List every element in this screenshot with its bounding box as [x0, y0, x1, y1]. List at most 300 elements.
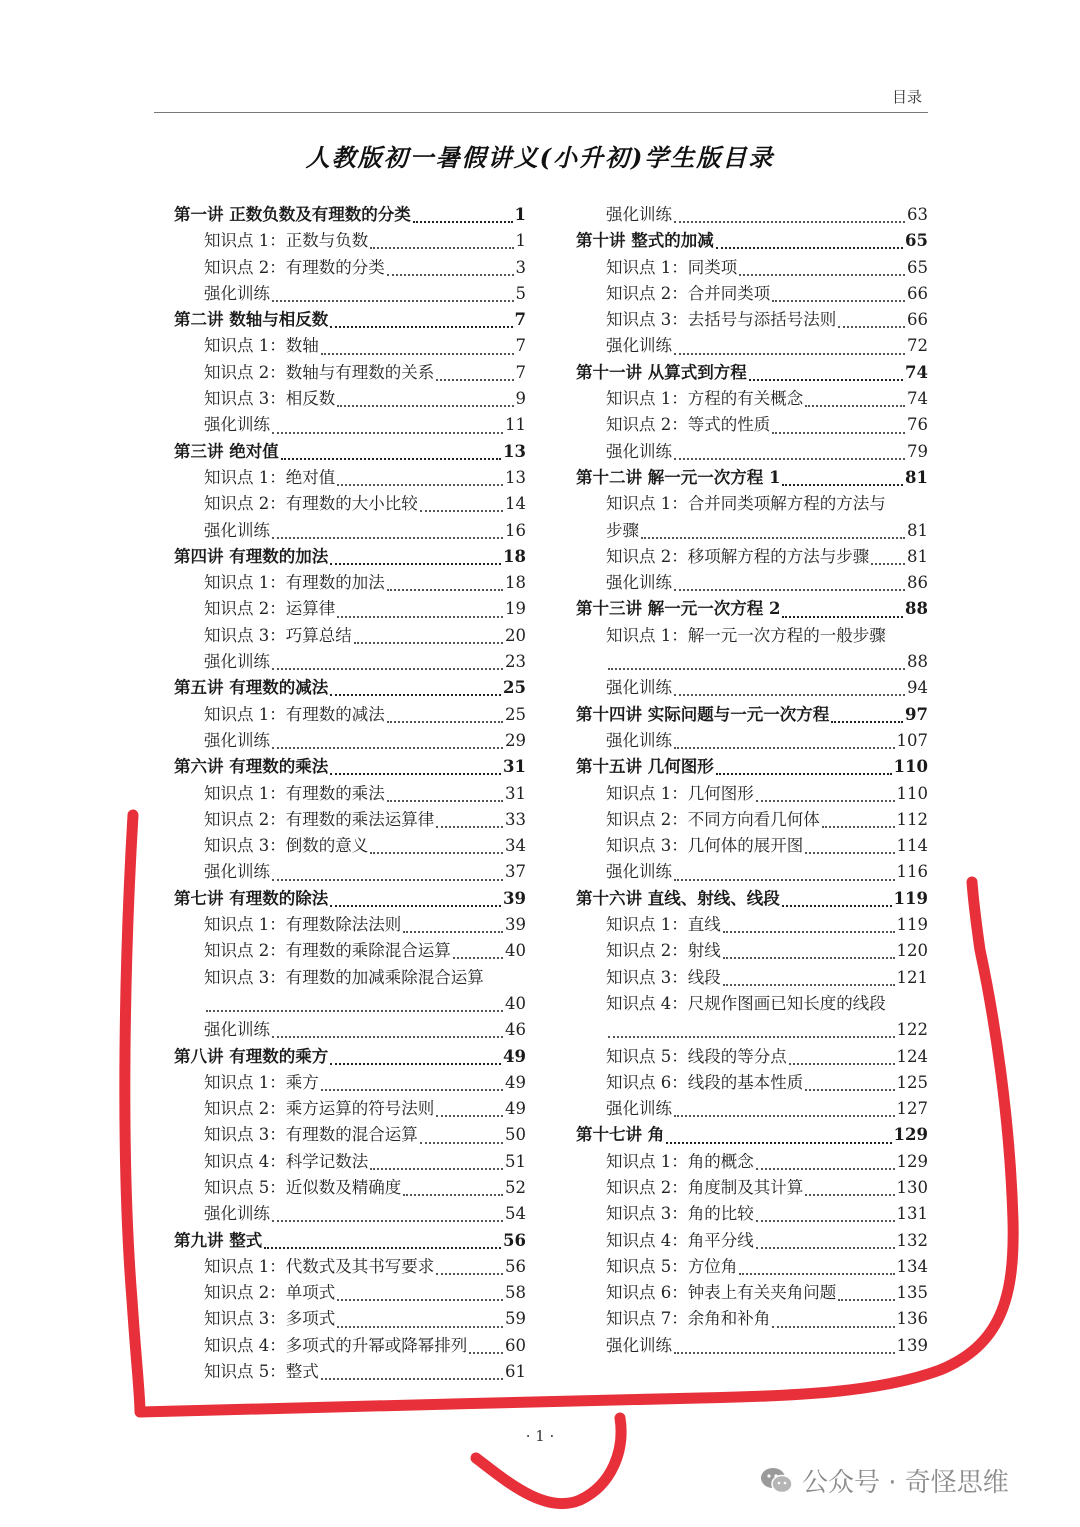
toc-chapter-entry: [174, 1228, 526, 1254]
toc-subentry: [174, 1306, 526, 1332]
toc-page-number: 5: [515, 283, 526, 303]
toc-page-number: 135: [896, 1283, 928, 1303]
toc-entry-label: 知识点 1：有理数的减法: [204, 704, 385, 724]
toc-page-number: 119: [896, 915, 928, 935]
toc-page-number: 7: [515, 362, 526, 382]
dot-leader: [838, 1299, 894, 1301]
toc-page-number: 1: [514, 205, 526, 224]
toc-page-number: 7: [514, 310, 526, 330]
toc-entry-label: 知识点 3：几何体的展开图: [606, 836, 804, 856]
toc-page-number: 66: [907, 310, 928, 330]
toc-page-number: 139: [896, 1335, 928, 1355]
toc-page-number: 65: [907, 257, 928, 277]
toc-subentry: [576, 518, 928, 544]
toc-page-number: 125: [896, 1072, 928, 1092]
dot-leader: [453, 957, 503, 959]
toc-entry-label: 知识点 3：倒数的意义: [204, 836, 369, 856]
toc-page-number: 39: [503, 888, 526, 908]
toc-page-number: 20: [505, 625, 526, 645]
dot-leader: [330, 1063, 501, 1065]
dot-leader: [354, 642, 503, 644]
watermark: [760, 1462, 1009, 1499]
dot-leader: [805, 405, 905, 407]
toc-entry-label: 强化训练: [204, 862, 270, 882]
dot-leader: [772, 1326, 894, 1328]
toc-page-number: 56: [503, 1230, 526, 1250]
toc-entry-label: 知识点 3：有理数的混合运算: [204, 1125, 418, 1145]
toc-entry-label: 强化训练: [204, 415, 270, 435]
dot-leader: [674, 1352, 895, 1354]
toc-subentry: [174, 649, 526, 675]
toc-entry-label: 强化训练: [204, 283, 270, 303]
toc-chapter-entry: [576, 596, 928, 622]
wechat-icon: [760, 1466, 794, 1496]
toc-page-number: 3: [515, 257, 526, 277]
toc-subentry: [174, 1070, 526, 1096]
dot-leader: [756, 1220, 895, 1222]
toc-entry-label: 强化训练: [204, 1204, 270, 1224]
toc-entry-label: 知识点 1：直线: [606, 915, 721, 935]
toc-chapter-entry: [174, 307, 526, 333]
toc-entry-label: 知识点 4：角平分线: [606, 1230, 754, 1250]
toc-subentry: [174, 781, 526, 807]
toc-subentry: [576, 255, 928, 281]
dot-leader: [723, 957, 895, 959]
dot-leader: [674, 353, 905, 355]
toc-page-number: 51: [505, 1151, 526, 1171]
toc-page-number: 59: [505, 1309, 526, 1329]
dot-leader: [782, 484, 903, 486]
toc-entry-label: 知识点 4：尺规作图画已知长度的线段: [606, 993, 886, 1013]
toc-page-number: 88: [907, 652, 928, 672]
toc-subentry: [576, 412, 928, 438]
toc-entry-label: 第七讲 有理数的除法: [174, 888, 329, 908]
toc-subentry: [174, 833, 526, 859]
toc-page-number: 63: [907, 205, 928, 224]
toc-page-number: 130: [896, 1177, 928, 1197]
dot-leader: [272, 300, 514, 302]
toc-page-number: 61: [505, 1362, 526, 1382]
toc-entry-label: 知识点 1：有理数的乘法: [204, 783, 385, 803]
toc-page-number: 33: [505, 809, 526, 829]
dot-leader: [272, 432, 503, 434]
toc-chapter-entry: [174, 202, 526, 228]
dot-leader: [772, 432, 905, 434]
toc-page-number: 74: [907, 389, 928, 409]
dot-leader: [666, 1142, 891, 1144]
toc-subentry: [174, 859, 526, 885]
toc-entry-label: 知识点 3：去括号与添括号法则: [606, 310, 837, 330]
toc-subentry: [576, 965, 928, 991]
toc-page-number: 74: [905, 362, 928, 382]
dot-leader: [674, 879, 895, 881]
toc-entry-label: 第十三讲 解一元一次方程 2: [576, 599, 781, 619]
toc-page-number: 86: [907, 573, 928, 593]
dot-leader: [822, 826, 895, 828]
toc-page-number: 56: [505, 1256, 526, 1276]
toc-subentry: [174, 991, 526, 1017]
toc-entry-label: 知识点 4：科学记数法: [204, 1151, 369, 1171]
dot-leader: [337, 484, 503, 486]
dot-leader: [756, 800, 895, 802]
toc-page-number: 97: [905, 704, 928, 724]
toc-page-number: 34: [505, 836, 526, 856]
dot-leader: [756, 1247, 895, 1249]
toc-subentry: [576, 281, 928, 307]
toc-subentry: [174, 1280, 526, 1306]
toc-subentry: [576, 307, 928, 333]
toc-entry-label: 知识点 1：有理数的加法: [204, 573, 385, 593]
toc-chapter-entry: [576, 886, 928, 912]
dot-leader: [723, 931, 895, 933]
toc-entry-label: 知识点 5：方位角: [606, 1256, 738, 1276]
toc-entry-label: 第八讲 有理数的乘方: [174, 1046, 329, 1066]
toc-entry-label: 知识点 5：线段的等分点: [606, 1046, 787, 1066]
toc-entry-label: 强化训练: [606, 441, 672, 461]
dot-leader: [739, 1273, 894, 1275]
toc-subentry: [576, 1017, 928, 1043]
toc-subentry: [576, 938, 928, 964]
toc-chapter-entry: [576, 228, 928, 254]
toc-subentry: [576, 439, 928, 465]
toc-page-number: 25: [503, 678, 526, 698]
toc-subentry: [174, 1096, 526, 1122]
toc-subentry: [576, 1070, 928, 1096]
dot-leader: [206, 1010, 503, 1012]
toc-subentry: [576, 728, 928, 754]
toc-page-number: 16: [505, 520, 526, 540]
toc-page-number: 37: [505, 862, 526, 882]
dot-leader: [403, 1194, 503, 1196]
running-header: 目录: [891, 88, 922, 106]
toc-entry-label: 知识点 1：方程的有关概念: [606, 389, 804, 409]
toc-entry-label: 知识点 2：数轴与有理数的关系: [204, 362, 435, 382]
dot-leader: [838, 326, 905, 328]
toc-subentry: [576, 1044, 928, 1070]
toc-subentry: [576, 1175, 928, 1201]
dot-leader: [739, 274, 905, 276]
toc-page-number: 39: [505, 915, 526, 935]
toc-page-number: 81: [907, 520, 928, 540]
toc-chapter-entry: [576, 360, 928, 386]
toc-subentry: [174, 255, 526, 281]
toc-entry-label: 第四讲 有理数的加法: [174, 546, 329, 566]
toc-entry-label: 强化训练: [606, 573, 672, 593]
toc-page-number: 18: [503, 546, 526, 566]
toc-chapter-entry: [576, 465, 928, 491]
toc-page-number: 119: [893, 888, 928, 908]
toc-entry-label: 知识点 3：有理数的加减乘除混合运算: [204, 967, 484, 987]
toc-page-number: 131: [896, 1204, 928, 1224]
toc-entry-label: 知识点 2：等式的性质: [606, 415, 771, 435]
toc-subentry: [174, 570, 526, 596]
toc-subentry: [174, 938, 526, 964]
toc-entry-label: 知识点 6：线段的基本性质: [606, 1072, 804, 1092]
toc-page-number: 76: [907, 415, 928, 435]
toc-chapter-entry: [174, 754, 526, 780]
toc-page-number: 122: [896, 1020, 928, 1040]
toc-entry-label: 第二讲 数轴与相反数: [174, 310, 329, 330]
dot-leader: [413, 221, 513, 223]
toc-subentry: [174, 228, 526, 254]
dot-leader: [337, 1326, 503, 1328]
dot-leader: [387, 800, 503, 802]
dot-leader: [782, 616, 903, 618]
toc-entry-label: 知识点 7：余角和补角: [606, 1309, 771, 1329]
dot-leader: [321, 1089, 503, 1091]
toc-page-number: 121: [896, 967, 928, 987]
dot-leader: [330, 563, 501, 565]
dot-leader: [387, 274, 514, 276]
toc-entry-label: 知识点 1：绝对值: [204, 467, 336, 487]
toc-page-number: 49: [503, 1046, 526, 1066]
toc-page-number: 50: [505, 1125, 526, 1145]
toc-entry-label: 第三讲 绝对值: [174, 441, 279, 461]
toc-subentry: [174, 596, 526, 622]
toc-subentry: [576, 386, 928, 412]
toc-chapter-entry: [576, 754, 928, 780]
toc-page-number: 7: [515, 336, 526, 356]
toc-entry-label: 知识点 1：有理数除法法则: [204, 915, 402, 935]
toc-entry-label: 知识点 1：合并同类项解方程的方法与: [606, 494, 886, 514]
toc-page-number: 129: [896, 1151, 928, 1171]
toc-subentry: [174, 1017, 526, 1043]
dot-leader: [321, 353, 514, 355]
toc-entry-label: 强化训练: [606, 336, 672, 356]
toc-page-number: 116: [896, 862, 928, 882]
toc-page-number: 66: [907, 283, 928, 303]
toc-page-number: 124: [896, 1046, 928, 1066]
toc-entry-label: 步骤: [606, 520, 639, 540]
toc-subentry: [174, 333, 526, 359]
toc-page-number: 46: [505, 1020, 526, 1040]
toc-subentry: [576, 991, 928, 1017]
toc-page-number: 60: [505, 1335, 526, 1355]
toc-entry-label: 知识点 4：多项式的升幂或降幂排列: [204, 1335, 468, 1355]
toc-page-number: 25: [505, 704, 526, 724]
dot-leader: [330, 326, 512, 328]
dot-leader: [436, 1115, 503, 1117]
toc-entry-label: 知识点 1：数轴: [204, 336, 319, 356]
dot-leader: [608, 668, 905, 670]
toc-subentry: [576, 1228, 928, 1254]
toc-entry-label: 强化训练: [606, 678, 672, 698]
toc-page-number: 9: [515, 389, 526, 409]
toc-page-number: 29: [505, 730, 526, 750]
toc-page-number: 94: [907, 678, 928, 698]
toc-entry-label: 知识点 2：有理数的乘法运算律: [204, 809, 435, 829]
toc-page-number: 81: [907, 546, 928, 566]
toc-subentry: [576, 333, 928, 359]
toc-subentry: [174, 1122, 526, 1148]
toc-subentry: [174, 912, 526, 938]
dot-leader: [330, 694, 501, 696]
toc-subentry: [174, 281, 526, 307]
toc-page-number: 18: [505, 573, 526, 593]
dot-leader: [772, 300, 905, 302]
dot-leader: [330, 905, 501, 907]
dot-leader: [387, 589, 503, 591]
toc-subentry: [174, 1333, 526, 1359]
toc-entry-label: 第十四讲 实际问题与一元一次方程: [576, 704, 830, 724]
toc-chapter-entry: [576, 702, 928, 728]
toc-entry-label: 知识点 1：正数与负数: [204, 231, 369, 251]
toc-entry-label: 知识点 2：有理数的乘除混合运算: [204, 941, 451, 961]
toc-page-number: 49: [505, 1099, 526, 1119]
toc-entry-label: 知识点 2：不同方向看几何体: [606, 809, 820, 829]
toc-subentry: [174, 360, 526, 386]
toc-entry-label: 第十讲 整式的加减: [576, 231, 714, 251]
toc-chapter-entry: [576, 1122, 928, 1148]
toc-entry-label: 强化训练: [606, 1099, 672, 1119]
toc-page-number: 112: [896, 809, 928, 829]
toc-page-number: 19: [505, 599, 526, 619]
toc-page-number: 58: [505, 1283, 526, 1303]
toc-page-number: 127: [896, 1099, 928, 1119]
toc-entry-label: 第十五讲 几何图形: [576, 757, 714, 777]
toc-chapter-entry: [174, 886, 526, 912]
toc-page-number: 132: [896, 1230, 928, 1250]
toc-subentry: [576, 807, 928, 833]
toc-entry-label: 知识点 1：代数式及其书写要求: [204, 1256, 435, 1276]
toc-subentry: [576, 912, 928, 938]
toc-page-number: 129: [893, 1125, 928, 1145]
dot-leader: [272, 537, 503, 539]
toc-entry-label: 知识点 2：有理数的大小比较: [204, 494, 418, 514]
toc-page-number: 114: [896, 836, 928, 856]
toc-subentry: [174, 965, 526, 991]
toc-page-number: 40: [505, 941, 526, 961]
dot-leader: [337, 616, 503, 618]
dot-leader: [805, 852, 894, 854]
toc-page-number: 107: [896, 730, 928, 750]
toc-entry-label: 强化训练: [606, 862, 672, 882]
toc-subentry: [174, 1254, 526, 1280]
toc-entry-label: 知识点 1：解一元一次方程的一般步骤: [606, 625, 886, 645]
toc-page-number: 13: [503, 441, 526, 461]
toc-page-number: 72: [907, 336, 928, 356]
toc-subentry: [576, 859, 928, 885]
toc-entry-label: 第十六讲 直线、射线、线段: [576, 888, 780, 908]
toc-subentry: [174, 807, 526, 833]
toc-entry-label: 知识点 3：相反数: [204, 389, 336, 409]
toc-page-number: 52: [505, 1177, 526, 1197]
dot-leader: [370, 852, 503, 854]
toc-entry-label: 第十一讲 从算式到方程: [576, 362, 747, 382]
toc-entry-label: 强化训练: [204, 730, 270, 750]
toc-page-number: 110: [893, 757, 928, 777]
toc-page-number: 1: [515, 231, 526, 251]
toc-page-number: 120: [896, 941, 928, 961]
toc-page-number: 79: [907, 441, 928, 461]
dot-leader: [436, 1273, 503, 1275]
toc-subentry: [576, 1333, 928, 1359]
dot-leader: [674, 1115, 895, 1117]
toc-entry-label: 知识点 2：移项解方程的方法与步骤: [606, 546, 870, 566]
dot-leader: [674, 221, 905, 223]
dot-leader: [871, 563, 905, 565]
toc-subentry: [576, 623, 928, 649]
toc-chapter-entry: [174, 544, 526, 570]
toc-entry-label: 知识点 1：乘方: [204, 1072, 319, 1092]
toc-subentry: [576, 781, 928, 807]
toc-entry-label: 第十二讲 解一元一次方程 1: [576, 467, 781, 487]
dot-leader: [420, 510, 503, 512]
toc-subentry: [174, 412, 526, 438]
toc-entry-label: 强化训练: [606, 205, 672, 224]
toc-page-number: 54: [505, 1204, 526, 1224]
toc-subentry: [174, 728, 526, 754]
toc-subentry: [576, 1280, 928, 1306]
toc-entry-label: 强化训练: [204, 520, 270, 540]
toc-left-column: [174, 202, 526, 1385]
page-number: · 1 ·: [525, 1427, 555, 1445]
dot-leader: [272, 747, 503, 749]
dot-leader: [805, 1089, 894, 1091]
toc-entry-label: 知识点 2：单项式: [204, 1283, 336, 1303]
toc-entry-label: 知识点 2：乘方运算的符号法则: [204, 1099, 435, 1119]
dot-leader: [272, 879, 503, 881]
toc-subentry: [576, 1096, 928, 1122]
dot-leader: [330, 773, 501, 775]
toc-page-number: 31: [503, 757, 526, 777]
toc-subentry: [174, 491, 526, 517]
toc-page-number: 49: [505, 1072, 526, 1092]
toc-chapter-entry: [174, 675, 526, 701]
dot-leader: [370, 247, 513, 249]
dot-leader: [674, 694, 905, 696]
toc-subentry: [576, 570, 928, 596]
toc-entry-label: 知识点 5：整式: [204, 1362, 319, 1382]
header-rule: [154, 112, 928, 113]
toc-entry-label: 知识点 6：钟表上有关夹角问题: [606, 1283, 837, 1303]
toc-entry-label: 知识点 3：巧算总结: [204, 625, 352, 645]
dot-leader: [272, 1220, 503, 1222]
dot-leader: [831, 721, 903, 723]
toc-entry-label: 知识点 3：角的比较: [606, 1204, 754, 1224]
dot-leader: [782, 905, 892, 907]
toc-entry-label: 知识点 5：近似数及精确度: [204, 1177, 402, 1197]
dot-leader: [436, 826, 503, 828]
toc-subentry: [576, 491, 928, 517]
toc-entry-label: 第六讲 有理数的乘法: [174, 757, 329, 777]
toc-entry-label: 第九讲 整式: [174, 1230, 263, 1250]
toc-entry-label: 强化训练: [204, 652, 270, 672]
dot-leader: [281, 458, 501, 460]
dot-leader: [749, 379, 903, 381]
toc-entry-label: 第十七讲 角: [576, 1125, 665, 1145]
toc-entry-label: 强化训练: [606, 730, 672, 750]
toc-entry-label: 强化训练: [204, 1020, 270, 1040]
dot-leader: [641, 537, 905, 539]
toc-page-number: 13: [505, 467, 526, 487]
dot-leader: [756, 1168, 895, 1170]
dot-leader: [272, 668, 503, 670]
toc-entry-label: 知识点 1：同类项: [606, 257, 738, 277]
dot-leader: [403, 931, 503, 933]
toc-entry-label: 知识点 2：运算律: [204, 599, 336, 619]
dot-leader: [264, 1247, 501, 1249]
dot-leader: [789, 1063, 895, 1065]
toc-page-number: 110: [896, 783, 928, 803]
dot-leader: [370, 1168, 503, 1170]
toc-page-number: 81: [905, 467, 928, 487]
toc-page-number: 23: [505, 652, 526, 672]
toc-entry-label: 知识点 1：角的概念: [606, 1151, 754, 1171]
toc-subentry: [174, 702, 526, 728]
dot-leader: [608, 1036, 895, 1038]
dot-leader: [674, 589, 905, 591]
